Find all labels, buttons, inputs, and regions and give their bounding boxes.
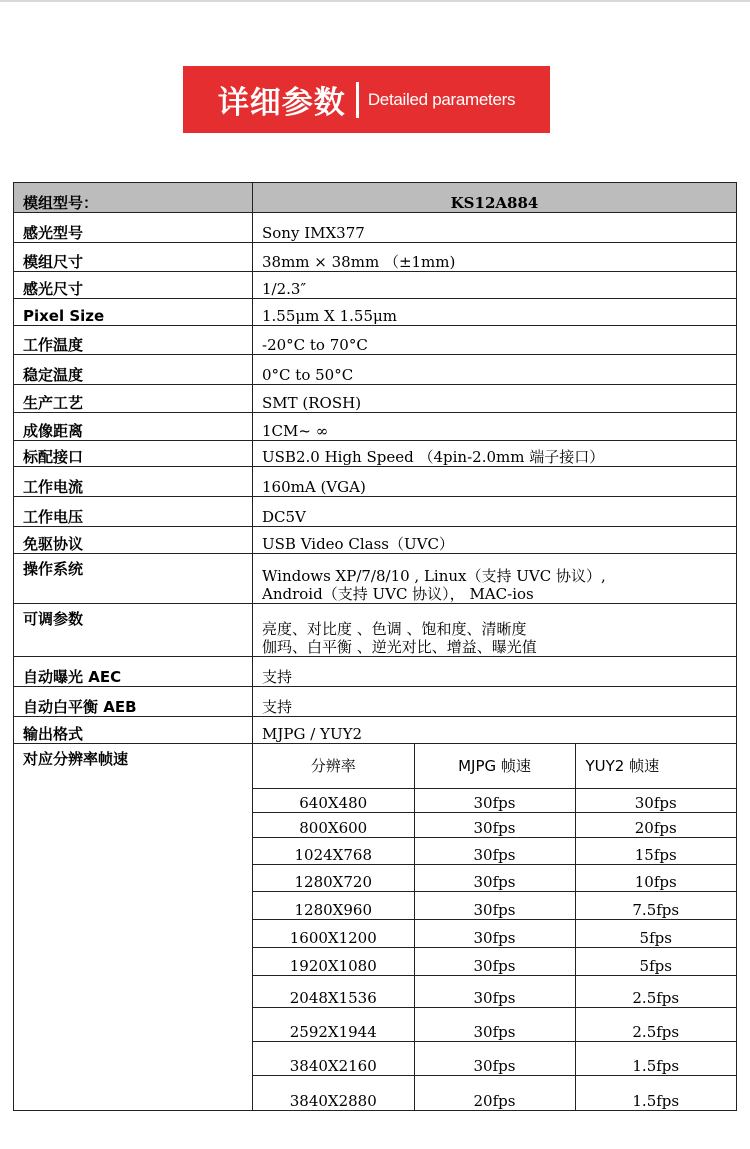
resolution-cell: 2048X1536 (253, 976, 414, 1008)
resolution-cell: 1600X1200 (253, 920, 414, 948)
framerate-cell (253, 744, 737, 1111)
framerate-data-row (253, 1042, 736, 1076)
framerate-row (14, 744, 737, 1111)
spec-value: 38mm × 38mm （±1mm) (253, 243, 737, 272)
spec-value-line: Android（支持 UVC 协议）， MAC-ios (262, 585, 534, 603)
mjpg-fps-cell: 30fps (414, 892, 575, 920)
spec-value: SMT (ROSH) (253, 385, 737, 413)
mjpg-fps-cell: 20fps (414, 1076, 575, 1110)
spec-label: 感光型号 (14, 213, 253, 243)
banner-title-en: Detailed parameters (367, 89, 516, 109)
spec-row (14, 299, 737, 326)
spec-label: 感光尺寸 (14, 272, 253, 299)
framerate-data-row (253, 920, 736, 948)
resolution-cell: 1920X1080 (253, 948, 414, 976)
spec-row (14, 413, 737, 441)
top-divider (0, 0, 750, 2)
spec-label: 操作系统 (14, 554, 253, 604)
spec-value: USB2.0 High Speed （4pin-2.0mm 端子接口） (253, 441, 737, 467)
spec-value: 支持 (253, 657, 737, 687)
spec-label: 自动曝光 AEC (14, 657, 253, 687)
spec-label: 生产工艺 (14, 385, 253, 413)
yuy2-fps-cell: 15fps (575, 838, 736, 865)
spec-row (14, 385, 737, 413)
spec-label: 工作电流 (14, 467, 253, 497)
spec-row (14, 497, 737, 527)
spec-value: 1.55μm X 1.55μm (253, 299, 737, 326)
mjpg-fps-cell: 30fps (414, 789, 575, 813)
spec-table (13, 182, 737, 1111)
spec-row (14, 604, 737, 657)
section-banner (183, 66, 550, 133)
mjpg-fps-cell: 30fps (414, 838, 575, 865)
mjpg-fps-cell: 30fps (414, 976, 575, 1008)
resolution-cell: 3840X2880 (253, 1076, 414, 1110)
mjpg-fps-cell: 30fps (414, 920, 575, 948)
framerate-data-row (253, 813, 736, 838)
spec-value: 1CM~ ∞ (253, 413, 737, 441)
framerate-header-yuy2: YUY2 帧速 (575, 744, 736, 789)
yuy2-fps-cell: 2.5fps (575, 976, 736, 1008)
framerate-header-mjpg: MJPG 帧速 (414, 744, 575, 789)
resolution-cell: 1280X960 (253, 892, 414, 920)
spec-row (14, 687, 737, 717)
spec-label: 免驱协议 (14, 527, 253, 554)
framerate-data-row (253, 892, 736, 920)
spec-label: 标配接口 (14, 441, 253, 467)
banner-title-zh: 详细参数 (217, 85, 346, 121)
mjpg-fps-cell: 30fps (414, 1042, 575, 1076)
framerate-data-row (253, 948, 736, 976)
spec-label: Pixel Size (14, 299, 253, 326)
framerate-data-row (253, 1008, 736, 1042)
mjpg-fps-cell: 30fps (414, 948, 575, 976)
framerate-data-row (253, 838, 736, 865)
banner-separator (356, 82, 359, 118)
framerate-header-resolution: 分辨率 (253, 744, 414, 789)
yuy2-fps-cell: 5fps (575, 920, 736, 948)
spec-value: Sony IMX377 (253, 213, 737, 243)
spec-label: 模组型号： (14, 183, 253, 213)
mjpg-fps-cell: 30fps (414, 1008, 575, 1042)
framerate-header-row (253, 744, 736, 789)
spec-value: -20°C to 70°C (253, 326, 737, 355)
spec-value: 1/2.3″ (253, 272, 737, 299)
spec-value-line: 亮度、对比度 、色调 、饱和度、清晰度 (262, 620, 527, 638)
mjpg-fps-cell: 30fps (414, 865, 575, 892)
spec-value: 160mA (VGA) (253, 467, 737, 497)
spec-row (14, 467, 737, 497)
spec-label: 自动白平衡 AEB (14, 687, 253, 717)
spec-row (14, 355, 737, 385)
spec-row (14, 326, 737, 355)
resolution-cell: 1280X720 (253, 865, 414, 892)
spec-row (14, 657, 737, 687)
spec-row (14, 717, 737, 744)
spec-value (253, 604, 737, 657)
resolution-cell: 640X480 (253, 789, 414, 813)
spec-value-line: 伽玛、白平衡 、逆光对比、增益、曝光值 (262, 638, 537, 656)
spec-label: 稳定温度 (14, 355, 253, 385)
resolution-cell: 800X600 (253, 813, 414, 838)
spec-value-line: Windows XP/7/8/10 , Linux（支持 UVC 协议）, (262, 567, 606, 585)
framerate-data-row (253, 1076, 736, 1110)
yuy2-fps-cell: 7.5fps (575, 892, 736, 920)
spec-value: 支持 (253, 687, 737, 717)
spec-value: KS12A884 (253, 183, 737, 213)
spec-row (14, 243, 737, 272)
spec-label: 可调参数 (14, 604, 253, 657)
spec-row (14, 272, 737, 299)
yuy2-fps-cell: 5fps (575, 948, 736, 976)
resolution-cell: 3840X2160 (253, 1042, 414, 1076)
spec-row (14, 213, 737, 243)
framerate-data-row (253, 865, 736, 892)
spec-value: MJPG / YUY2 (253, 717, 737, 744)
spec-value (253, 554, 737, 604)
yuy2-fps-cell: 20fps (575, 813, 736, 838)
spec-row (14, 554, 737, 604)
framerate-table (253, 744, 736, 1110)
spec-label: 工作温度 (14, 326, 253, 355)
yuy2-fps-cell: 1.5fps (575, 1042, 736, 1076)
spec-value: DC5V (253, 497, 737, 527)
spec-header-row (14, 183, 737, 213)
spec-row (14, 527, 737, 554)
spec-label: 工作电压 (14, 497, 253, 527)
spec-value: USB Video Class（UVC） (253, 527, 737, 554)
mjpg-fps-cell: 30fps (414, 813, 575, 838)
spec-row (14, 441, 737, 467)
framerate-data-row (253, 789, 736, 813)
yuy2-fps-cell: 2.5fps (575, 1008, 736, 1042)
resolution-cell: 1024X768 (253, 838, 414, 865)
spec-label: 输出格式 (14, 717, 253, 744)
resolution-cell: 2592X1944 (253, 1008, 414, 1042)
spec-label: 成像距离 (14, 413, 253, 441)
yuy2-fps-cell: 1.5fps (632, 1091, 680, 1110)
yuy2-fps-cell: 30fps (575, 789, 736, 813)
yuy2-fps-cell: 10fps (575, 865, 736, 892)
spec-value: 0°C to 50°C (253, 355, 737, 385)
spec-label: 模组尺寸 (14, 243, 253, 272)
framerate-data-row (253, 976, 736, 1008)
framerate-label: 对应分辨率帧速 (14, 744, 253, 1111)
